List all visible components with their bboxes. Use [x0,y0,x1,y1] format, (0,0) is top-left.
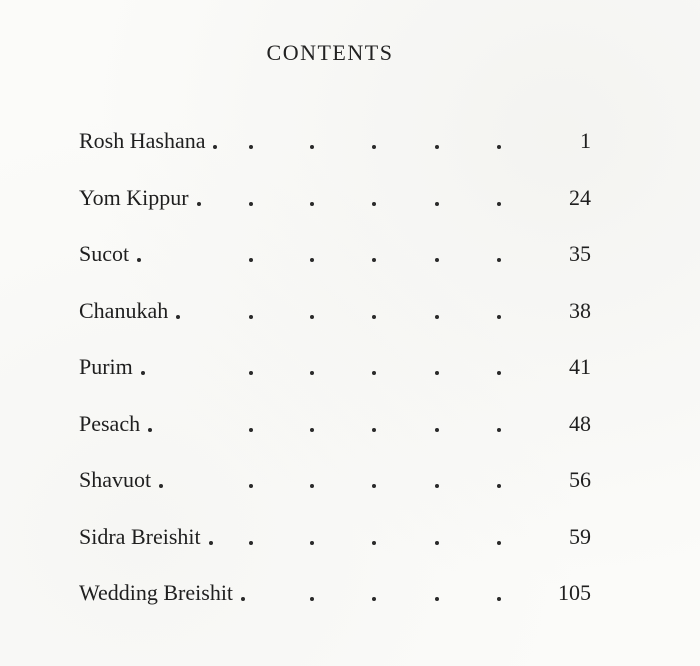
leader-dot [310,315,314,319]
leader-dot [249,371,253,375]
leader-dot [310,371,314,375]
toc-entry-sidra-breishit [79,514,591,571]
leader-dot [435,145,439,149]
leader-dot [241,597,245,601]
leader-dot [497,258,501,262]
leader-dot [249,484,253,488]
leader-dot [249,258,253,262]
leader-dot [310,541,314,545]
toc-entry-page-number: 41 [569,354,591,379]
toc-entry-sucot [79,231,591,288]
toc-entry-page-number: 48 [569,410,591,436]
leader-dot [310,484,314,488]
leader-dot [372,484,376,488]
contents-heading: CONTENTS [266,40,394,65]
dot-leader [79,288,509,328]
leader-dot [249,202,253,206]
table-of-contents [79,118,591,627]
leader-dot [435,371,439,375]
leader-dot [197,202,201,206]
toc-entry-title: Sidra Breishit [79,523,201,549]
toc-entry-title: Rosh Hashana [79,128,206,153]
leader-dot [159,484,163,488]
toc-entry-pesach [79,401,591,458]
leader-dot [497,315,501,319]
toc-entry-shavuot [79,457,591,514]
leader-dot [310,258,314,262]
leader-dot [372,315,376,319]
toc-entry-title: Sucot [79,241,130,266]
dot-leader [79,570,509,610]
leader-dot [310,145,314,149]
leader-dot [435,484,439,488]
toc-entry-title: Yom Kippur [79,184,189,210]
leader-dot [249,145,253,149]
leader-dot [249,428,253,432]
leader-dot [141,371,145,375]
leader-dot [148,428,152,432]
dot-leader [79,344,509,384]
leader-dot [372,202,376,206]
toc-entry-page-number: 24 [569,184,591,210]
leader-dot [372,258,376,262]
leader-dot [497,541,501,545]
leader-dot [310,202,314,206]
toc-entry-title: Purim [79,354,133,379]
leader-dot [249,315,253,319]
leader-dot [137,258,141,262]
toc-entry-purim [79,344,591,401]
leader-dot [372,428,376,432]
leader-dot [497,202,501,206]
leader-dot [435,428,439,432]
leader-dot [249,541,253,545]
leader-dot [497,484,501,488]
toc-entry-page-number: 56 [569,467,591,492]
leader-dot [497,145,501,149]
leader-dot [213,145,217,149]
toc-entry-page-number: 105 [558,580,591,605]
dot-leader [79,514,509,554]
dot-leader [79,457,509,497]
dot-leader [79,231,509,271]
leader-dot [435,541,439,545]
leader-dot [435,258,439,262]
toc-entry-title: Pesach [79,410,141,436]
toc-entry-wedding-breishit [79,570,591,627]
toc-entry-title: Shavuot [79,467,152,492]
leader-dot [435,202,439,206]
toc-entry-page-number: 38 [569,297,591,323]
leader-dot [372,371,376,375]
leader-dot [372,145,376,149]
leader-dot [497,371,501,375]
leader-dot [497,428,501,432]
toc-entry-chanukah [79,288,591,345]
leader-dot [497,597,501,601]
toc-entry-page-number: 1 [580,128,591,153]
leader-dot [209,541,213,545]
toc-entry-yom-kippur [79,175,591,232]
leader-dot [176,315,180,319]
dot-leader [79,118,509,158]
leader-dot [372,597,376,601]
leader-dot [310,597,314,601]
toc-entry-page-number: 35 [569,241,591,266]
leader-dot [435,315,439,319]
toc-entry-page-number: 59 [569,523,591,549]
leader-dot [435,597,439,601]
toc-entry-rosh-hashana [79,118,591,175]
leader-dot [372,541,376,545]
dot-leader [79,401,509,441]
toc-entry-title: Wedding Breishit [79,580,234,605]
leader-dot [310,428,314,432]
toc-entry-title: Chanukah [79,297,169,323]
dot-leader [79,175,509,215]
